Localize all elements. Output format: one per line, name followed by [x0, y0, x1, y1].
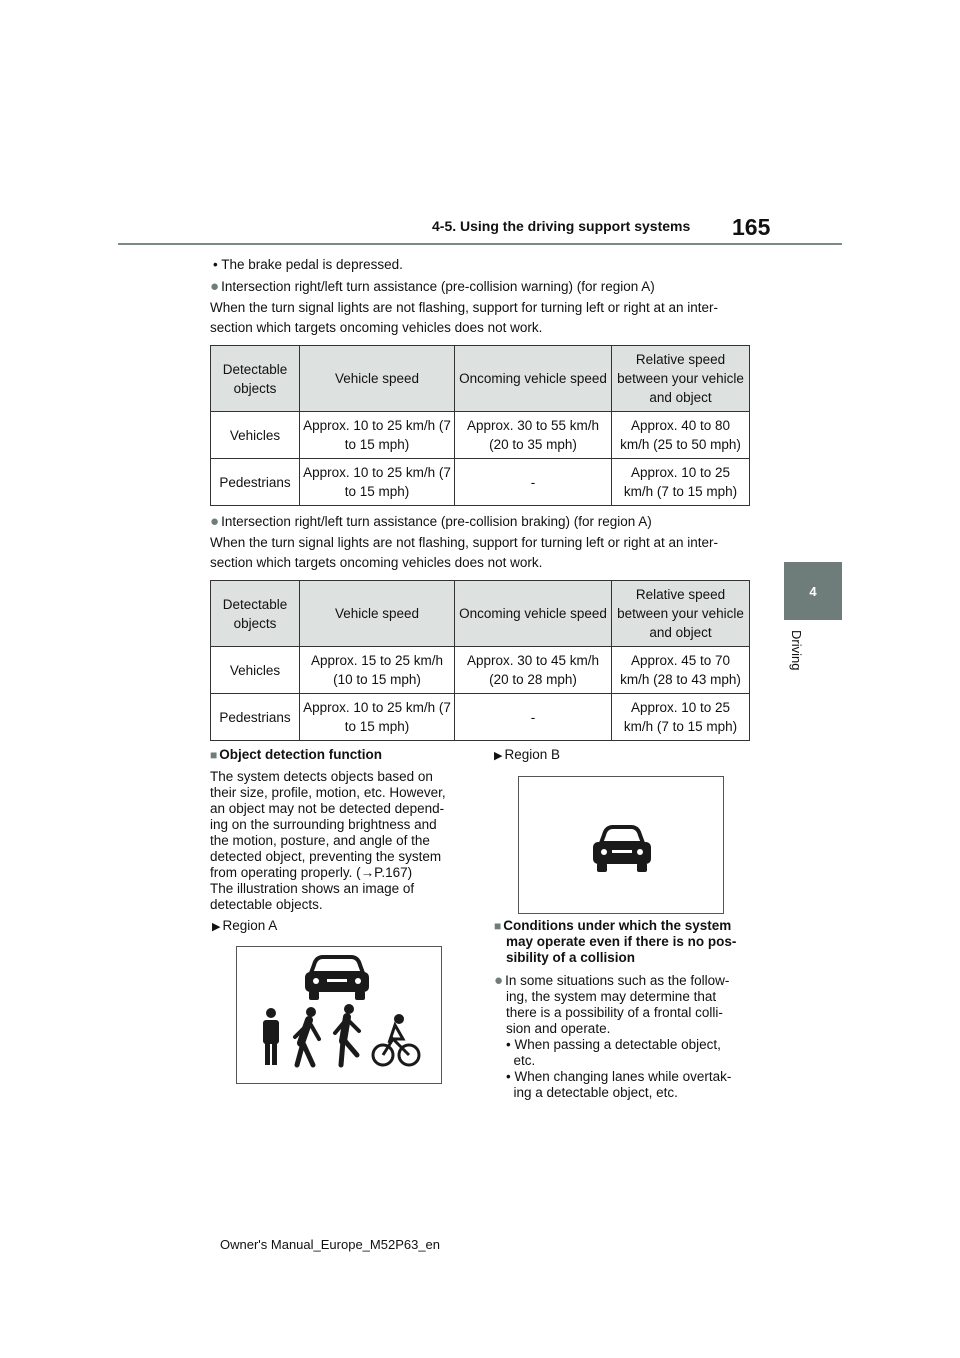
table-cell: Vehicles	[211, 647, 300, 694]
warning-text-1: When the turn signal lights are not flashing, support for turning left or right at an inter-	[210, 300, 719, 315]
region-b-figure	[519, 777, 723, 913]
table-header-row	[211, 346, 750, 412]
text-line: their size, profile, motion, etc. However,	[210, 785, 446, 800]
text-line: ing on the surrounding brightness and	[210, 817, 437, 832]
table-cell: Pedestrians	[211, 694, 300, 741]
header-cell: Relative speed between your vehicle and object	[612, 581, 750, 647]
header-cell: Detectable objects	[211, 581, 300, 647]
table-cell: Approx. 40 to 80 km/h (25 to 50 mph)	[612, 412, 750, 459]
chapter-label: Driving	[789, 630, 804, 671]
table-cell: Approx. 10 to 25 km/h (7 to 15 mph)	[612, 459, 750, 506]
braking-text-2: section which targets oncoming vehicles does not work.	[210, 555, 543, 570]
detection-body	[210, 769, 466, 913]
text-line: detectable objects.	[210, 897, 323, 912]
table-cell: Approx. 45 to 70 km/h (28 to 43 mph)	[612, 647, 750, 694]
table-cell: Approx. 10 to 25 km/h (7 to 15 mph)	[300, 459, 455, 506]
table-cell: -	[455, 459, 612, 506]
region-a-illustration	[236, 946, 442, 1084]
table-row	[211, 412, 750, 459]
conditions-body: ● In some situations such as the follow- ing, the system may determine that there is a possibility of a frontal colli- sion and operate. • When passing a detectable object, etc. • When changing lanes while overtak- ing a detectable object, etc.	[494, 972, 732, 1100]
header-cell: Vehicle speed	[300, 346, 455, 412]
square-bullet-icon: ■	[210, 748, 218, 762]
footer-text: Owner's Manual_Europe_M52P63_en	[220, 1237, 441, 1252]
text-line: The illustration shows an image of	[210, 881, 415, 896]
bullet-icon: ●	[494, 972, 504, 989]
bullet-icon: ●	[210, 513, 220, 530]
warning-text-2: section which targets oncoming vehicles does not work.	[210, 320, 543, 335]
bullet-icon: ●	[210, 278, 220, 295]
table-cell: Approx. 30 to 55 km/h (20 to 35 mph)	[455, 412, 612, 459]
warning-spec-table	[210, 345, 750, 506]
table-cell: Vehicles	[211, 412, 300, 459]
pedestrian-standing-icon	[263, 1008, 279, 1065]
table-row	[211, 647, 750, 694]
braking-heading: ● Intersection right/left turn assistance (pre-collision braking) (for region A)	[210, 513, 652, 530]
region-a-label: ▶ Region A	[212, 918, 278, 933]
chapter-number: 4	[809, 583, 817, 599]
table-header-row	[211, 581, 750, 647]
table-cell: Approx. 10 to 25 km/h (7 to 15 mph)	[300, 694, 455, 741]
header-cell: Detectable objects	[211, 346, 300, 412]
detection-heading: ■ Object detection function	[210, 747, 383, 762]
brake-condition: • The brake pedal is depressed.	[213, 257, 403, 272]
pedestrian-running-icon	[335, 1004, 359, 1065]
braking-text-1: When the turn signal lights are not flashing, support for turning left or right at an inter-	[210, 535, 719, 550]
table-cell: Approx. 30 to 45 km/h (20 to 28 mph)	[455, 647, 612, 694]
header-divider	[118, 243, 842, 245]
section-title: 4-5. Using the driving support systems	[432, 218, 691, 234]
square-bullet-icon: ■	[494, 919, 502, 933]
arrow-right-icon: ▶	[212, 921, 221, 933]
table-cell: -	[455, 694, 612, 741]
table-row	[211, 459, 750, 506]
cyclist-icon	[373, 1014, 419, 1065]
header-cell: Relative speed between your vehicle and object	[612, 346, 750, 412]
table-cell: Pedestrians	[211, 459, 300, 506]
chapter-tab[interactable]	[784, 562, 842, 620]
text-line: detected object, preventing the system	[210, 849, 442, 864]
region-b-label: ▶ Region B	[494, 747, 561, 762]
arrow-right-icon: ▶	[494, 750, 503, 762]
braking-spec-table	[210, 580, 750, 741]
car-icon	[593, 827, 651, 872]
conditions-heading: ■ Conditions under which the system may operate even if there is no pos- sibility of a collision	[494, 918, 737, 965]
region-b-illustration	[518, 776, 724, 914]
text-line: an object may not be detected depend-	[210, 801, 445, 816]
page-number: 165	[732, 214, 771, 240]
header-cell: Oncoming vehicle speed	[455, 581, 612, 647]
table-cell: Approx. 15 to 25 km/h (10 to 15 mph)	[300, 647, 455, 694]
table-row	[211, 694, 750, 741]
header-cell: Vehicle speed	[300, 581, 455, 647]
text-line: the motion, posture, and angle of the	[210, 833, 430, 848]
table-cell: Approx. 10 to 25 km/h (7 to 15 mph)	[612, 694, 750, 741]
car-icon	[305, 957, 369, 1000]
region-a-figure	[237, 947, 441, 1083]
table-cell: Approx. 10 to 25 km/h (7 to 15 mph)	[300, 412, 455, 459]
text-line: from operating properly. (→P.167)	[210, 865, 413, 880]
header-cell: Oncoming vehicle speed	[455, 346, 612, 412]
warning-heading: ● Intersection right/left turn assistance (pre-collision warning) (for region A)	[210, 278, 655, 295]
text-line: The system detects objects based on	[210, 769, 433, 784]
pedestrian-walking-icon	[295, 1007, 319, 1065]
